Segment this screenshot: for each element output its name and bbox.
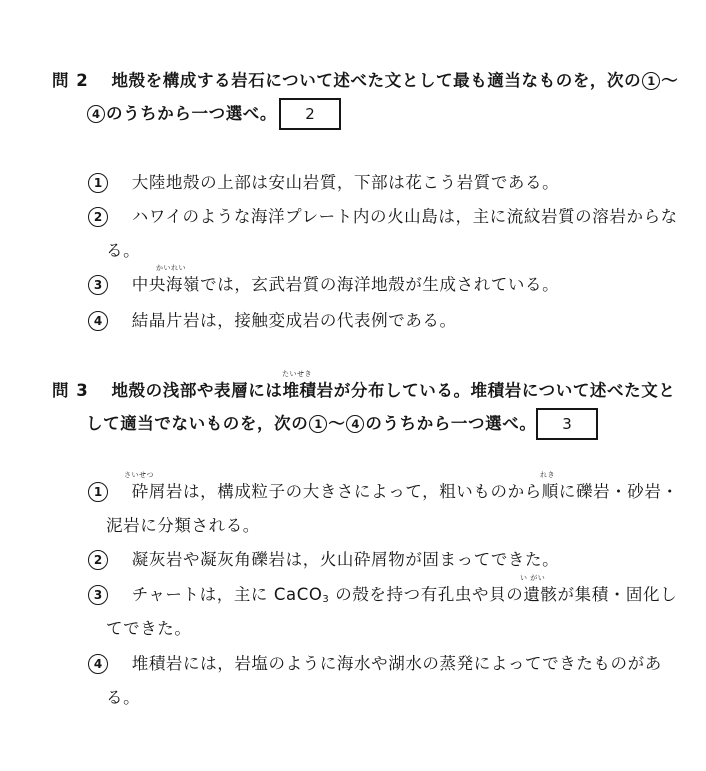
q3-choice-1-text-line1: 砕屑岩は，構成粒子の大きさによって，粗いものから順に礫岩・砂岩・ (131, 482, 679, 501)
q3-choice-4-marker: 4 (88, 654, 108, 674)
q2-choice-4[interactable] (88, 310, 457, 332)
circled-four: 4 (87, 105, 105, 123)
q3-label: 問 3 (52, 381, 89, 400)
circled-one: 1 (642, 72, 660, 90)
q3-choice-3-text-b: の殻を持つ有孔虫や貝の遺骸が集積・固化し (329, 585, 678, 604)
q3-choice-3-marker: 3 (88, 585, 108, 605)
q2-choice-3-ruby: かいれい (156, 264, 186, 272)
q3-text-line2-a: して適当でないものを，次の (86, 414, 309, 433)
q2-choice-3-marker: 3 (88, 275, 108, 295)
q3-choice-1-ruby-b: れき (540, 471, 555, 479)
q3-ruby-taiseki: たいせき (282, 370, 312, 378)
q3-choice-3-ruby: い がい (520, 574, 546, 582)
q3-choice-1-line2: 泥岩に分類される。 (106, 516, 260, 535)
q2-tilde: 〜 (661, 71, 679, 90)
q2-label: 問 2 (52, 71, 89, 90)
q2-line2 (86, 103, 277, 125)
q3-text-line1: 地殻の浅部や表層には堆積岩が分布している。堆積岩について述べた文と (111, 381, 676, 400)
q3-choice-2-text: 凝灰岩や凝灰角礫岩は，火山砕屑物が固まってできた。 (131, 550, 560, 569)
q3-line2 (86, 413, 536, 435)
q3-choice-2-marker: 2 (88, 550, 108, 570)
q3-answer-box[interactable]: 3 (536, 408, 598, 440)
q3-choice-2[interactable] (88, 549, 559, 571)
q2-choice-2-line2: る。 (106, 241, 141, 260)
q2-choice-4-marker: 4 (88, 311, 108, 331)
q3-tilde: 〜 (328, 414, 346, 433)
q2-choice-2[interactable] (88, 206, 678, 228)
circled-one: 1 (309, 415, 327, 433)
q3-choice-4-text-line1: 堆積岩には，岩塩のように海水や湖水の蒸発によってできたものがあ (131, 654, 662, 673)
q2-choice-1-text: 大陸地殻の上部は安山岩質，下部は花こう岩質である。 (131, 173, 560, 192)
q2-choice-1-marker: 1 (88, 173, 108, 193)
q3-choice-1-marker: 1 (88, 482, 108, 502)
q2-choice-1[interactable] (88, 172, 559, 194)
q2-choice-3-text: 中央海嶺では，玄武岩質の海洋地殻が生成されている。 (131, 275, 560, 294)
q2-choice-3[interactable] (88, 274, 559, 296)
q3-line1 (52, 380, 675, 402)
q3-choice-3-line2: てできた。 (106, 619, 192, 638)
q2-text-line1: 地殻を構成する岩石について述べた文として最も適当なものを，次の (111, 71, 642, 90)
q3-choice-1[interactable] (88, 481, 679, 503)
q2-choice-4-text: 結晶片岩は，接触変成岩の代表例である。 (131, 311, 457, 330)
q3-choice-3[interactable] (88, 584, 677, 611)
q2-line1 (52, 70, 678, 92)
q3-choice-3-text-a: チャートは，主に CaCO (131, 585, 323, 604)
q2-answer-box[interactable]: 2 (279, 98, 341, 130)
q3-choice-1-ruby-a: さいせつ (124, 471, 154, 479)
q2-choice-2-text-line1: ハワイのような海洋プレート内の火山島は，主に流紋岩質の溶岩からな (131, 207, 678, 226)
circled-four: 4 (346, 415, 364, 433)
q3-text-line2-c: のうちから一つ選べ。 (365, 414, 537, 433)
q2-text-line2: のうちから一つ選べ。 (106, 104, 277, 123)
q3-choice-4-line2: る。 (106, 688, 141, 707)
q2-choice-2-marker: 2 (88, 207, 108, 227)
q3-choice-3-sub: 3 (322, 594, 330, 605)
q3-choice-4[interactable] (88, 653, 662, 675)
